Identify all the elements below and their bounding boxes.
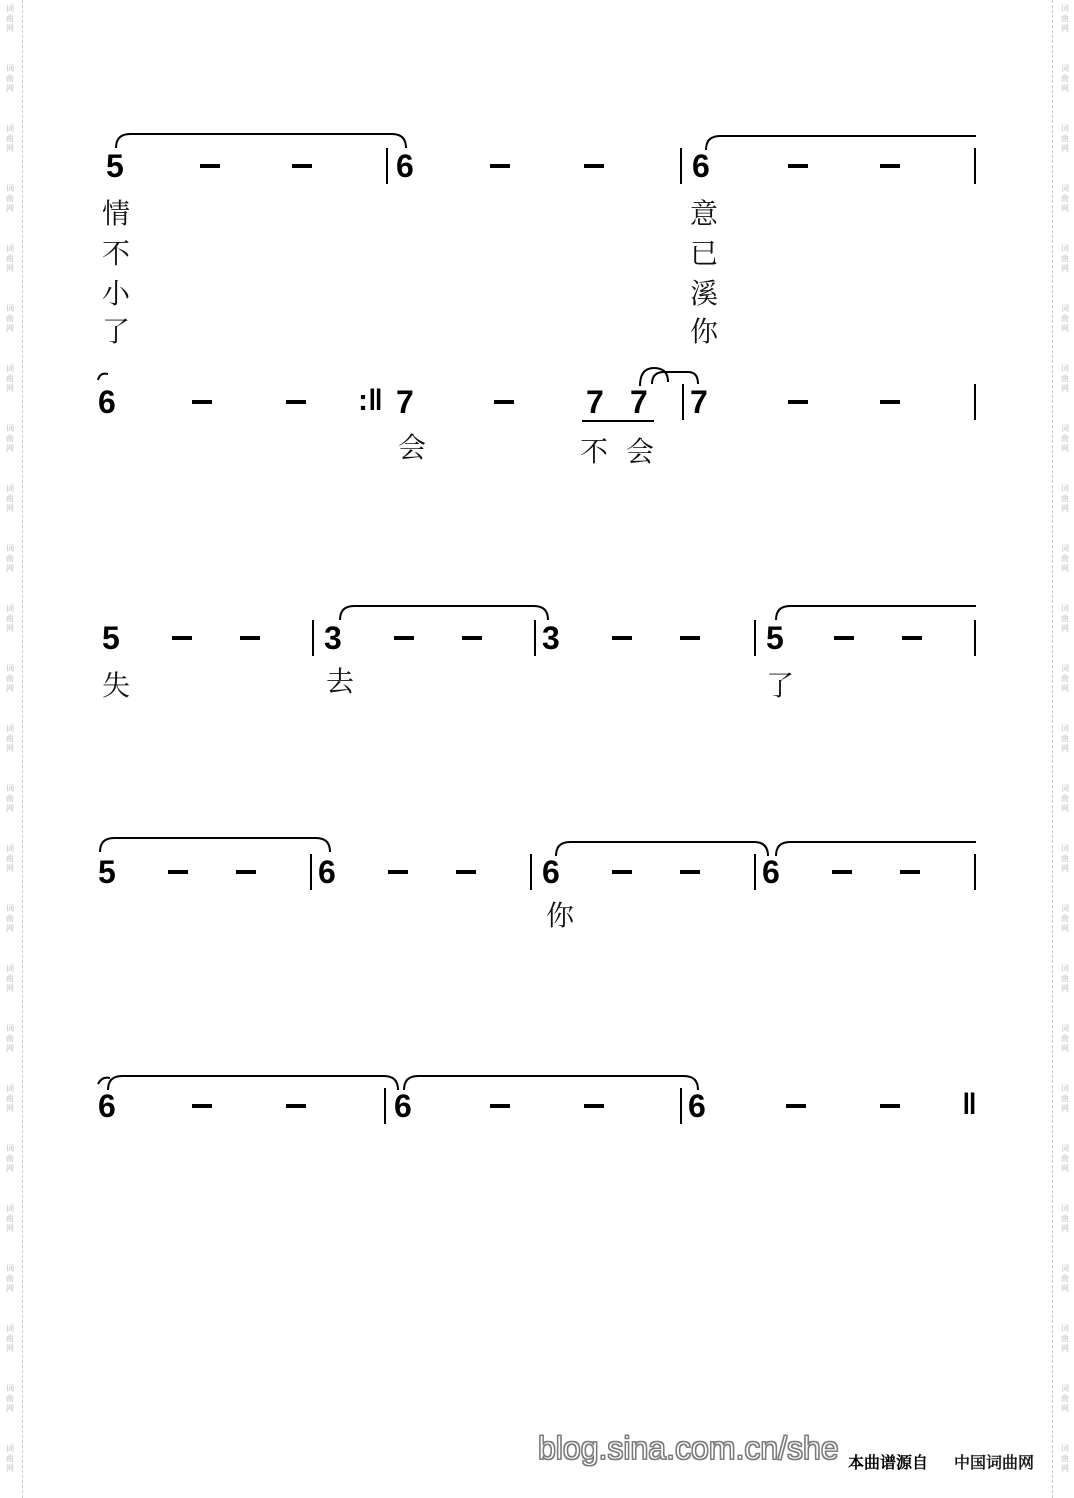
dash <box>200 164 220 168</box>
dash <box>168 870 188 874</box>
tie-row2-b <box>652 372 698 384</box>
side-watermark-text: 词 曲 网 <box>6 604 14 633</box>
note-r4-1: 5 <box>98 854 116 890</box>
lyric-r1-c2-4: 你 <box>690 315 719 348</box>
barline <box>680 148 682 184</box>
side-watermark-text: 词 曲 网 <box>6 1144 14 1173</box>
side-watermark-text: 词 曲 网 <box>6 1264 14 1293</box>
note-r5-1: 6 <box>98 1088 116 1124</box>
note-r1-2: 6 <box>396 148 414 184</box>
dash <box>286 400 306 404</box>
note-r1-3: 6 <box>692 148 710 184</box>
side-watermark-text: 词 曲 网 <box>1061 844 1069 873</box>
lyric-r1-c2-3: 溪 <box>690 277 719 310</box>
dash <box>832 870 852 874</box>
side-watermark-text: 词 曲 网 <box>1061 964 1069 993</box>
side-watermark-text: 词 曲 网 <box>1061 1084 1069 1113</box>
tie-row2-lead <box>98 374 108 380</box>
note-r5-3: 6 <box>688 1088 706 1124</box>
dash <box>786 1104 806 1108</box>
side-watermark-text: 词 曲 网 <box>1061 244 1069 273</box>
barline <box>312 620 314 656</box>
dash <box>584 164 604 168</box>
note-r2-2: 7 <box>396 384 414 420</box>
note-r4-2: 6 <box>318 854 336 890</box>
barline <box>974 148 976 184</box>
side-watermark-text: 词 曲 网 <box>1061 1144 1069 1173</box>
side-watermark-text: 词 曲 网 <box>1061 364 1069 393</box>
note-r2-4: 7 <box>630 384 648 420</box>
side-watermark-text: 词 曲 网 <box>1061 4 1069 33</box>
note-r4-3: 6 <box>542 854 560 890</box>
side-watermark-text: 词 曲 网 <box>1061 184 1069 213</box>
barline <box>310 854 312 890</box>
barline <box>682 384 684 420</box>
side-watermark-text: 词 曲 网 <box>6 904 14 933</box>
side-watermark-text: 词 曲 网 <box>1061 1264 1069 1293</box>
lyric-r4-1: 你 <box>546 899 575 932</box>
side-watermark-text: 词 曲 网 <box>6 1024 14 1053</box>
side-watermark-text: 词 曲 网 <box>1061 484 1069 513</box>
lyric-r1-c2-1: 意 <box>690 197 719 230</box>
final-barline: ‖ <box>962 1088 977 1121</box>
dash <box>880 164 900 168</box>
note-r3-1: 5 <box>102 620 120 656</box>
side-watermark-text: 词 曲 网 <box>6 724 14 753</box>
side-watermark-text: 词 曲 网 <box>6 4 14 33</box>
tie-row1-a <box>116 134 406 148</box>
note-r2-1: 6 <box>98 384 116 420</box>
side-watermark-text: 词 曲 网 <box>1061 424 1069 453</box>
barline <box>974 620 976 656</box>
tie-row5-a <box>108 1076 398 1090</box>
side-watermark-text: 词 曲 网 <box>6 1204 14 1233</box>
dash <box>584 1104 604 1108</box>
dash <box>172 636 192 640</box>
side-watermark-text: 词 曲 网 <box>6 664 14 693</box>
dash <box>494 400 514 404</box>
side-watermark-text: 词 曲 网 <box>6 1444 14 1473</box>
lyric-r2-3: 会 <box>626 435 655 468</box>
tie-row5-b <box>404 1076 698 1090</box>
side-watermark-text: 词 曲 网 <box>6 544 14 573</box>
lyric-r3-3: 了 <box>766 669 795 702</box>
side-watermark-text: 词 曲 网 <box>6 1384 14 1413</box>
dash <box>394 636 414 640</box>
note-r3-2: 3 <box>324 620 342 656</box>
side-watermark-text: 词 曲 网 <box>6 424 14 453</box>
note-r3-4: 5 <box>766 620 784 656</box>
dash <box>456 870 476 874</box>
side-watermark-text: 词 曲 网 <box>6 364 14 393</box>
tie-row3-b <box>776 606 976 620</box>
dash <box>788 400 808 404</box>
dash <box>900 870 920 874</box>
side-watermark-text: 词 曲 网 <box>6 64 14 93</box>
note-r5-2: 6 <box>394 1088 412 1124</box>
lyric-r3-1: 失 <box>102 669 131 702</box>
note-r2-5: 7 <box>690 384 708 420</box>
note-r1-1: 5 <box>106 148 124 184</box>
dash <box>680 870 700 874</box>
barline <box>754 854 756 890</box>
side-watermark-text: 词 曲 网 <box>1061 1384 1069 1413</box>
barline <box>754 620 756 656</box>
side-watermark-text: 词 曲 网 <box>6 964 14 993</box>
side-watermark-text: 词 曲 网 <box>1061 64 1069 93</box>
dash <box>612 636 632 640</box>
dash <box>834 636 854 640</box>
side-watermark-text: 词 曲 网 <box>6 124 14 153</box>
side-watermark-text: 词 曲 网 <box>1061 604 1069 633</box>
lyric-r3-2: 去 <box>326 665 355 698</box>
barline <box>680 1088 682 1124</box>
barline <box>534 620 536 656</box>
side-watermark-text: 词 曲 网 <box>6 184 14 213</box>
dash <box>680 636 700 640</box>
lyric-r1-c2-2: 已 <box>690 237 719 270</box>
lyric-r1-c1-4: 了 <box>102 315 131 348</box>
barline <box>386 148 388 184</box>
lyric-r1-c1-3: 小 <box>102 277 131 310</box>
footer-source-label: 本曲谱源自 <box>842 1450 934 1473</box>
repeat-end-sign: :‖ <box>358 384 383 417</box>
side-watermark-text: 词 曲 网 <box>1061 1324 1069 1353</box>
side-watermark-text: 词 曲 网 <box>6 844 14 873</box>
side-watermark-text: 词 曲 网 <box>1061 1024 1069 1053</box>
footer-site-name: 中国词曲网 <box>950 1450 1038 1473</box>
barline <box>974 854 976 890</box>
eighth-note-underline <box>582 420 654 422</box>
tie-row4-lead <box>100 838 330 852</box>
dash <box>388 870 408 874</box>
dash <box>880 400 900 404</box>
note-r4-4: 6 <box>762 854 780 890</box>
dash <box>240 636 260 640</box>
side-watermark-text: 词 曲 网 <box>6 244 14 273</box>
side-watermark-text: 词 曲 网 <box>1061 124 1069 153</box>
barline <box>384 1088 386 1124</box>
dash <box>612 870 632 874</box>
tie-row3-a <box>340 606 548 620</box>
side-watermark-text: 词 曲 网 <box>1061 1204 1069 1233</box>
lyric-r1-c1-2: 不 <box>102 237 131 270</box>
side-watermark-text: 词 曲 网 <box>1061 1444 1069 1473</box>
side-watermark-text: 词 曲 网 <box>6 1324 14 1353</box>
side-watermark-text: 词 曲 网 <box>1061 724 1069 753</box>
barline <box>530 854 532 890</box>
tie-row1-b <box>706 136 976 150</box>
side-watermark-text: 词 曲 网 <box>1061 904 1069 933</box>
side-watermark-text: 词 曲 网 <box>1061 664 1069 693</box>
lyric-r2-2: 不 <box>580 435 609 468</box>
tie-row4-c <box>776 842 976 856</box>
barline <box>974 384 976 420</box>
dash <box>462 636 482 640</box>
dash <box>788 164 808 168</box>
dash <box>490 1104 510 1108</box>
dash <box>292 164 312 168</box>
side-watermark-text: 词 曲 网 <box>1061 784 1069 813</box>
tie-row5-lead <box>98 1078 110 1084</box>
footer-blog-watermark: blog.sina.com.cn/she <box>538 1430 839 1466</box>
dash <box>880 1104 900 1108</box>
dash <box>192 400 212 404</box>
side-watermark-text: 词 曲 网 <box>6 304 14 333</box>
dash <box>192 1104 212 1108</box>
note-r2-3: 7 <box>586 384 604 420</box>
dash <box>286 1104 306 1108</box>
side-watermark-text: 词 曲 网 <box>6 484 14 513</box>
side-watermark-text: 词 曲 网 <box>1061 544 1069 573</box>
dash <box>236 870 256 874</box>
dash <box>902 636 922 640</box>
note-r3-3: 3 <box>542 620 560 656</box>
tie-row4-b <box>556 842 768 856</box>
lyric-r1-c1-1: 情 <box>102 197 131 230</box>
side-watermark-text: 词 曲 网 <box>6 1084 14 1113</box>
dash <box>490 164 510 168</box>
side-watermark-text: 词 曲 网 <box>1061 304 1069 333</box>
lyric-r2-1: 会 <box>398 431 427 464</box>
side-watermark-text: 词 曲 网 <box>6 784 14 813</box>
